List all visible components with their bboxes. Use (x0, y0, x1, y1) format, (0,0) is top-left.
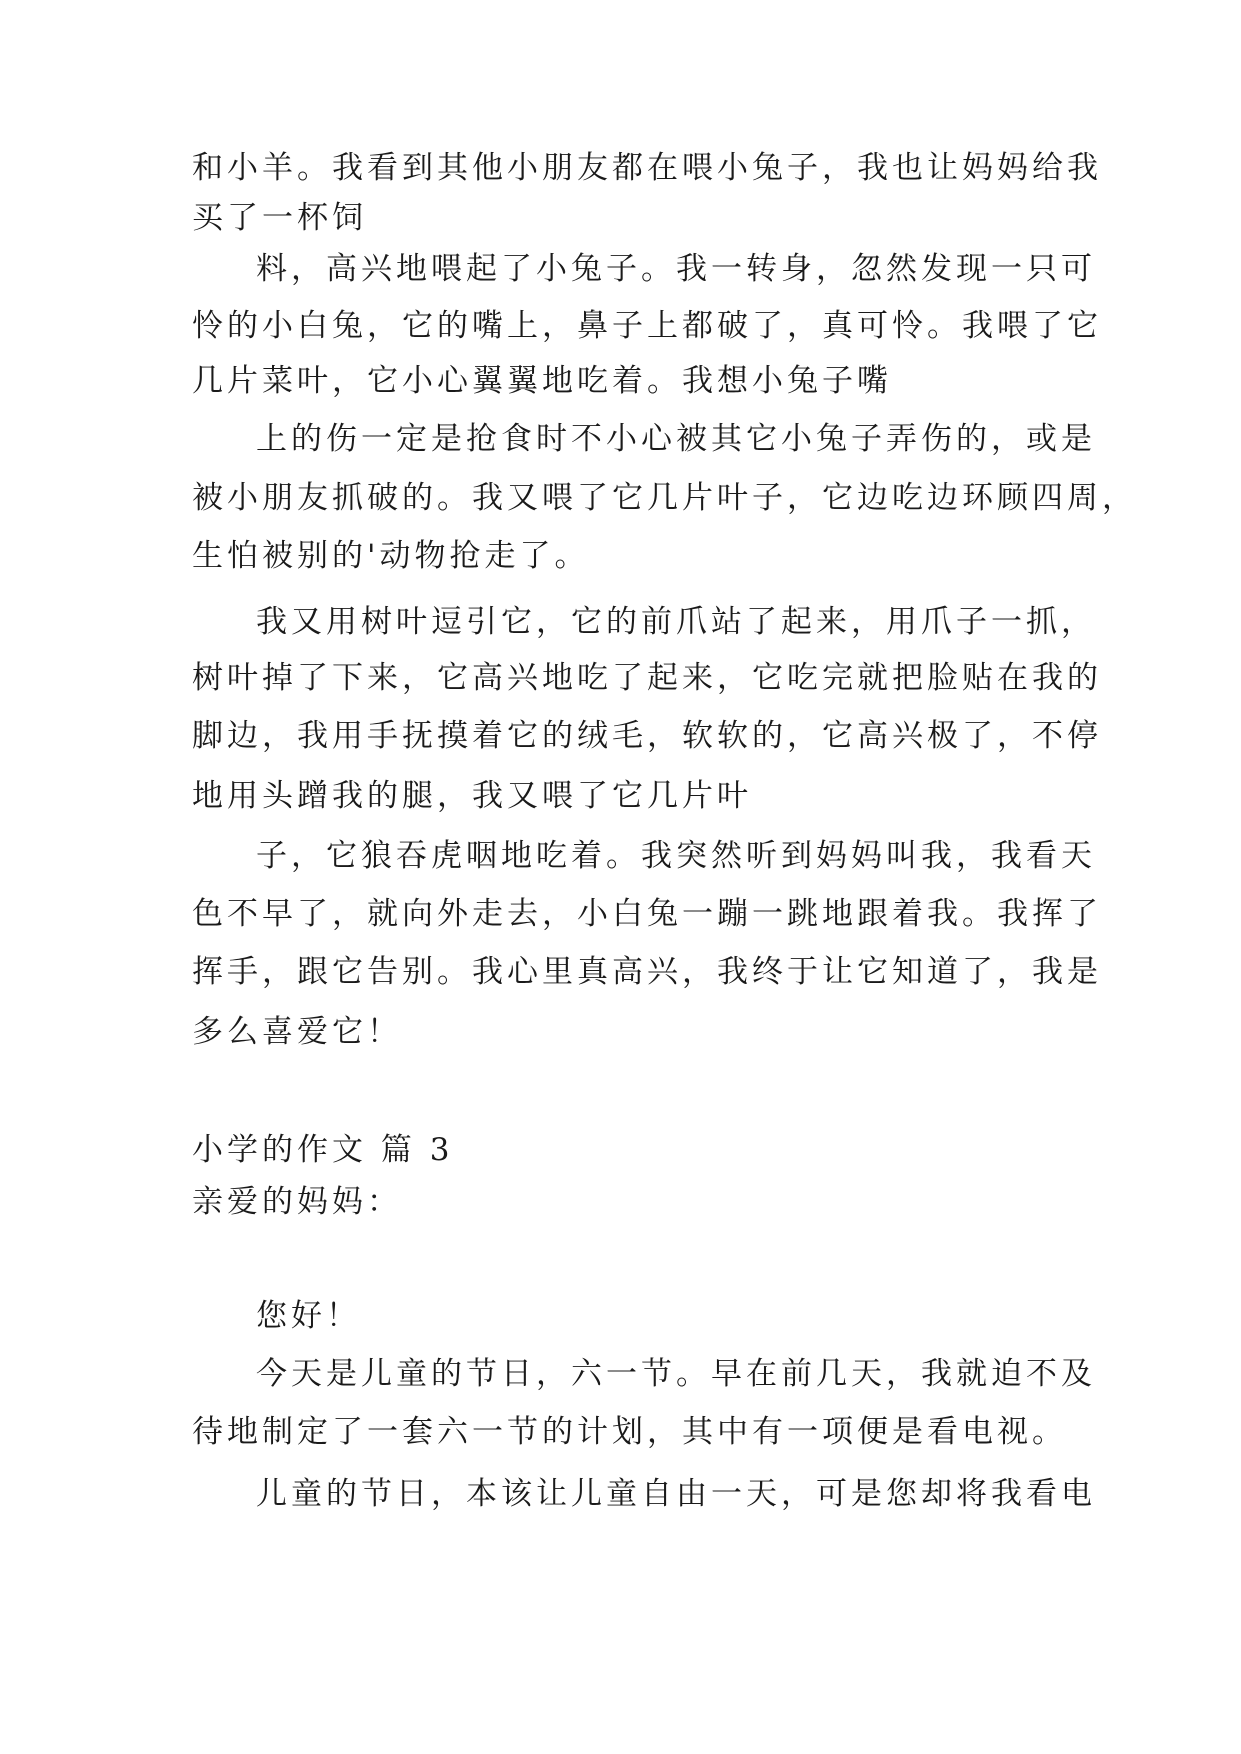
salutation: 亲爱的妈妈： (192, 1184, 402, 1220)
paragraph-line: 上的伤一定是抢食时不小心被其它小兔子弄伤的，或是 (256, 421, 1096, 457)
paragraph-line: 生怕被别的'动物抢走了。 (192, 538, 590, 574)
paragraph-line: 挥手，跟它告别。我心里真高兴，我终于让它知道了，我是 (192, 954, 1102, 990)
paragraph-line: 几片菜叶，它小心翼翼地吃着。我想小兔子嘴 (192, 363, 892, 399)
paragraph-line: 被小朋友抓破的。我又喂了它几片叶子，它边吃边环顾四周， (192, 480, 1137, 516)
paragraph-line: 多么喜爱它！ (192, 1014, 402, 1050)
paragraph-line: 地用头蹭我的腿，我又喂了它几片叶 (192, 778, 752, 814)
paragraph-line: 脚边，我用手抚摸着它的绒毛，软软的，它高兴极了，不停 (192, 718, 1102, 754)
paragraph-line: 我又用树叶逗引它，它的前爪站了起来，用爪子一抓， (256, 604, 1096, 640)
paragraph-line: 怜的小白兔，它的嘴上，鼻子上都破了，真可怜。我喂了它 (192, 308, 1102, 344)
greeting: 您好！ (256, 1298, 361, 1334)
paragraph-line: 儿童的节日，本该让儿童自由一天，可是您却将我看电 (256, 1476, 1096, 1512)
paragraph-line: 料，高兴地喂起了小兔子。我一转身，忽然发现一只可 (256, 251, 1096, 287)
paragraph-line: 子，它狼吞虎咽地吃着。我突然听到妈妈叫我，我看天 (256, 838, 1096, 874)
paragraph-line: 待地制定了一套六一节的计划，其中有一项便是看电视。 (192, 1414, 1067, 1450)
paragraph-line: 今天是儿童的节日，六一节。早在前几天，我就迫不及 (256, 1356, 1096, 1392)
paragraph-line: 和小羊。我看到其他小朋友都在喂小兔子，我也让妈妈给我 (192, 150, 1102, 186)
paragraph-line: 树叶掉了下来，它高兴地吃了起来，它吃完就把脸贴在我的 (192, 660, 1102, 696)
paragraph-line: 色不早了，就向外走去，小白兔一蹦一跳地跟着我。我挥了 (192, 896, 1102, 932)
paragraph-line: 买了一杯饲 (192, 200, 367, 236)
section-heading: 小学的作文 篇 3 (192, 1132, 454, 1168)
